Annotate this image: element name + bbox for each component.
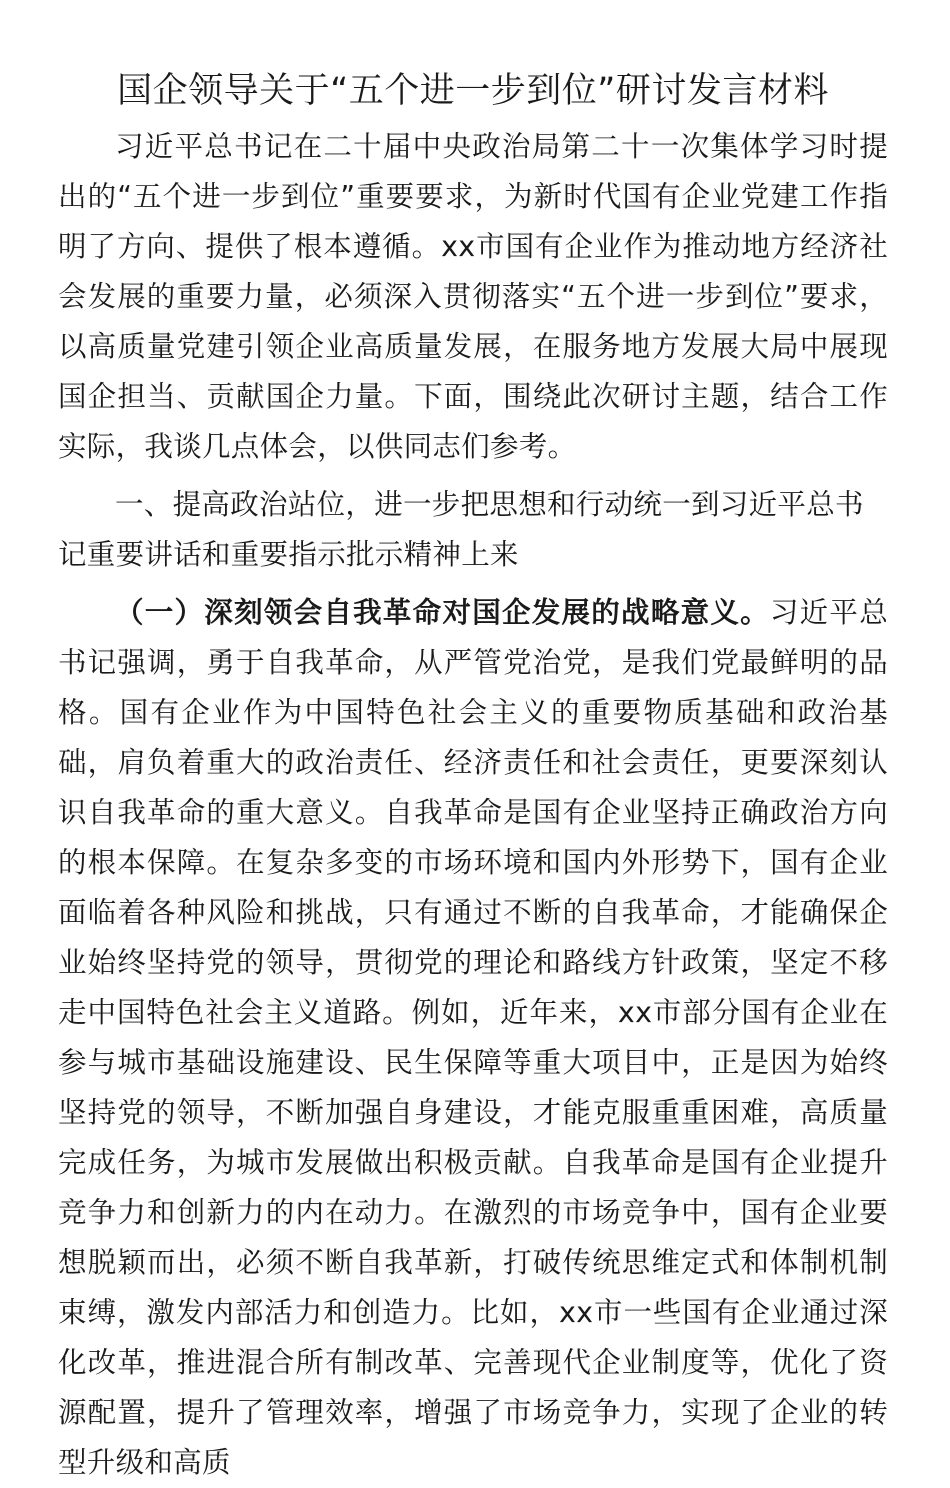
intro-paragraph: 习近平总书记在二十届中央政治局第二十一次集体学习时提出的“五个进一步到位”重要要求，为新时代国有企业党建工作指明了方向、提供了根本遵循。xx市国有企业作为推动地方经济社会发展的重要力量，必须深入贯彻落实“五个进一步到位”要求，以高质量党建引领企业高质量发展，在服务地方发展大局中展现国企担当、贡献国企力量。下面，围绕此次研讨主题，结合工作实际，我谈几点体会，以供同志们参考。 — [58, 130, 888, 463]
document-page — [58, 62, 888, 1488]
subsection-paragraph — [58, 588, 888, 1488]
document-title: 国企领导关于“五个进一步到位”研讨发言材料 — [117, 71, 829, 111]
subsection-body: 习近平总书记强调，勇于自我革命，从严管党治党，是我们党最鲜明的品格。国有企业作为中国特色社会主义的重要物质基础和政治基础，肩负着重大的政治责任、经济责任和社会责任，更要深刻认识自我革命的重大意义。自我革命是国有企业坚持正确政治方向的根本保障。在复杂多变的市场环境和国内外形势下，国有企业面临着各种风险和挑战，只有通过不断的自我革命，才能确保企业始终坚持党的领导，贯彻党的理论和路线方针政策，坚定不移走中国特色社会主义道路。例如，近年来，xx市部分国有企业在参与城市基础设施建设、民生保障等重大项目中，正是因为始终坚持党的领导，不断加强自身建设，才能克服重重困难，高质量完成任务，为城市发展做出积极贡献。自我革命是国有企业提升竞争力和创新力的内在动力。在激烈的市场竞争中，国有企业要想脱颖而出，必须不断自我革新，打破传统思维定式和体制机制束缚，激发内部活力和创造力。比如，xx市一些国有企业通过深化改革，推进混合所有制改革、完善现代企业制度等，优化了资源配置，提升了管理效率，增强了市场竞争力，实现了企业的转型升级和高质 — [58, 596, 888, 1479]
subsection-heading: （一）深刻领会自我革命对国企发展的战略意义。 — [115, 596, 770, 629]
section-heading: 一、提高政治站位，进一步把思想和行动统一到习近平总书记重要讲话和重要指示批示精神上来 — [58, 488, 864, 571]
